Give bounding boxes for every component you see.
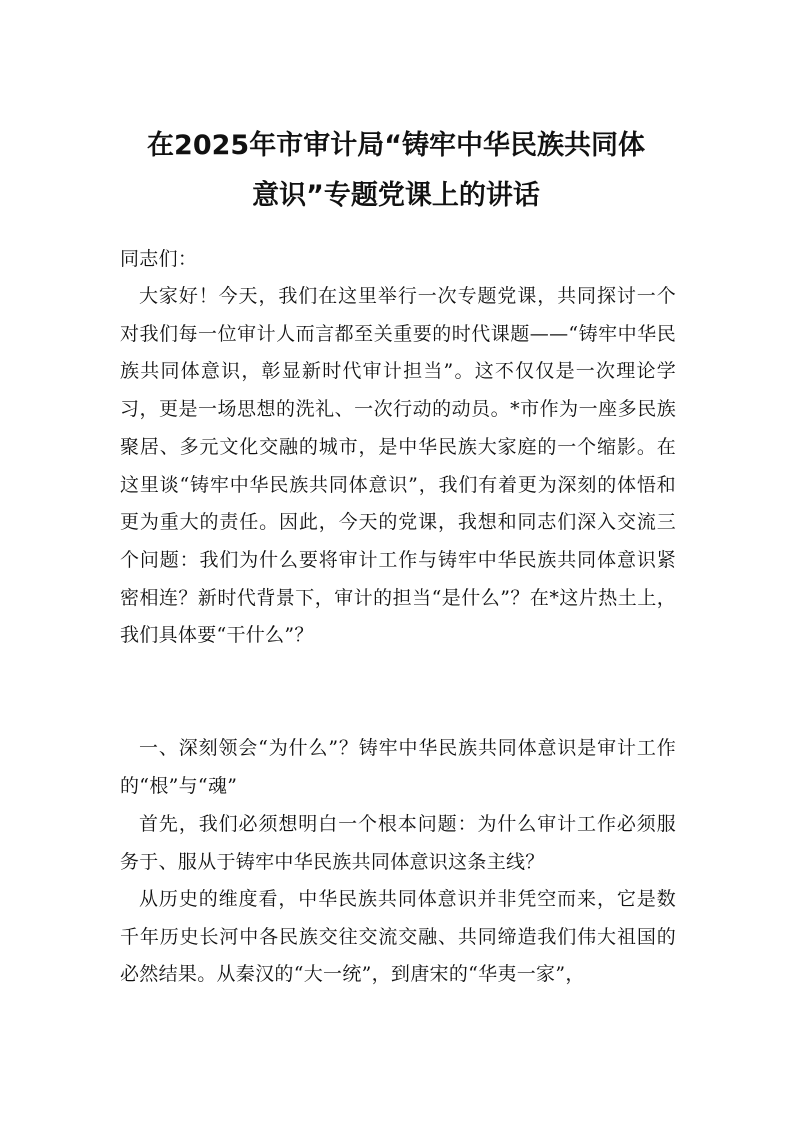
document-title-line-2: 意识”专题党课上的讲话 xyxy=(252,180,540,211)
paragraph-opening: 大家好！今天，我们在这里举行一次专题党课，共同探讨一个对我们每一位审计人而言都至关重要的时代课题——“铸牢中华民族共同体意识，彰显新时代审计担当”。这不仅仅是一次理论学习，更是一场思想的洗礼、一次行动的动员。*市作为一座多民族聚居、多元文化交融的城市，是中华民族大家庭的一个缩影。在这里谈“铸牢中华民族共同体意识”，我们有着更为深刻的体悟和更为重大的责任。因此，今天的党课，我想和同志们深入交流三个问题：我们为什么要将审计工作与铸牢中华民族共同体意识紧密相连？新时代背景下，审计的担当“是什么”？在*这片热土上，我们具体要“干什么”？ xyxy=(120,285,676,647)
paragraph-question: 首先，我们必须想明白一个根本问题：为什么审计工作必须服务于、服从于铸牢中华民族共同体意识这条主线？ xyxy=(120,813,676,873)
salutation: 同志们： xyxy=(120,248,198,270)
paragraph-history: 从历史的维度看，中华民族共同体意识并非凭空而来，它是数千年历史长河中各民族交往交流交融、共同缔造我们伟大祖国的必然结果。从秦汉的“大一统”，到唐宋的“华夷一家”， xyxy=(120,888,676,986)
section-heading-1: 一、深刻领会“为什么”？铸牢中华民族共同体意识是审计工作的“根”与“魂” xyxy=(120,737,676,797)
document-title-line-1: 在2025年市审计局“铸牢中华民族共同体 xyxy=(147,130,645,161)
